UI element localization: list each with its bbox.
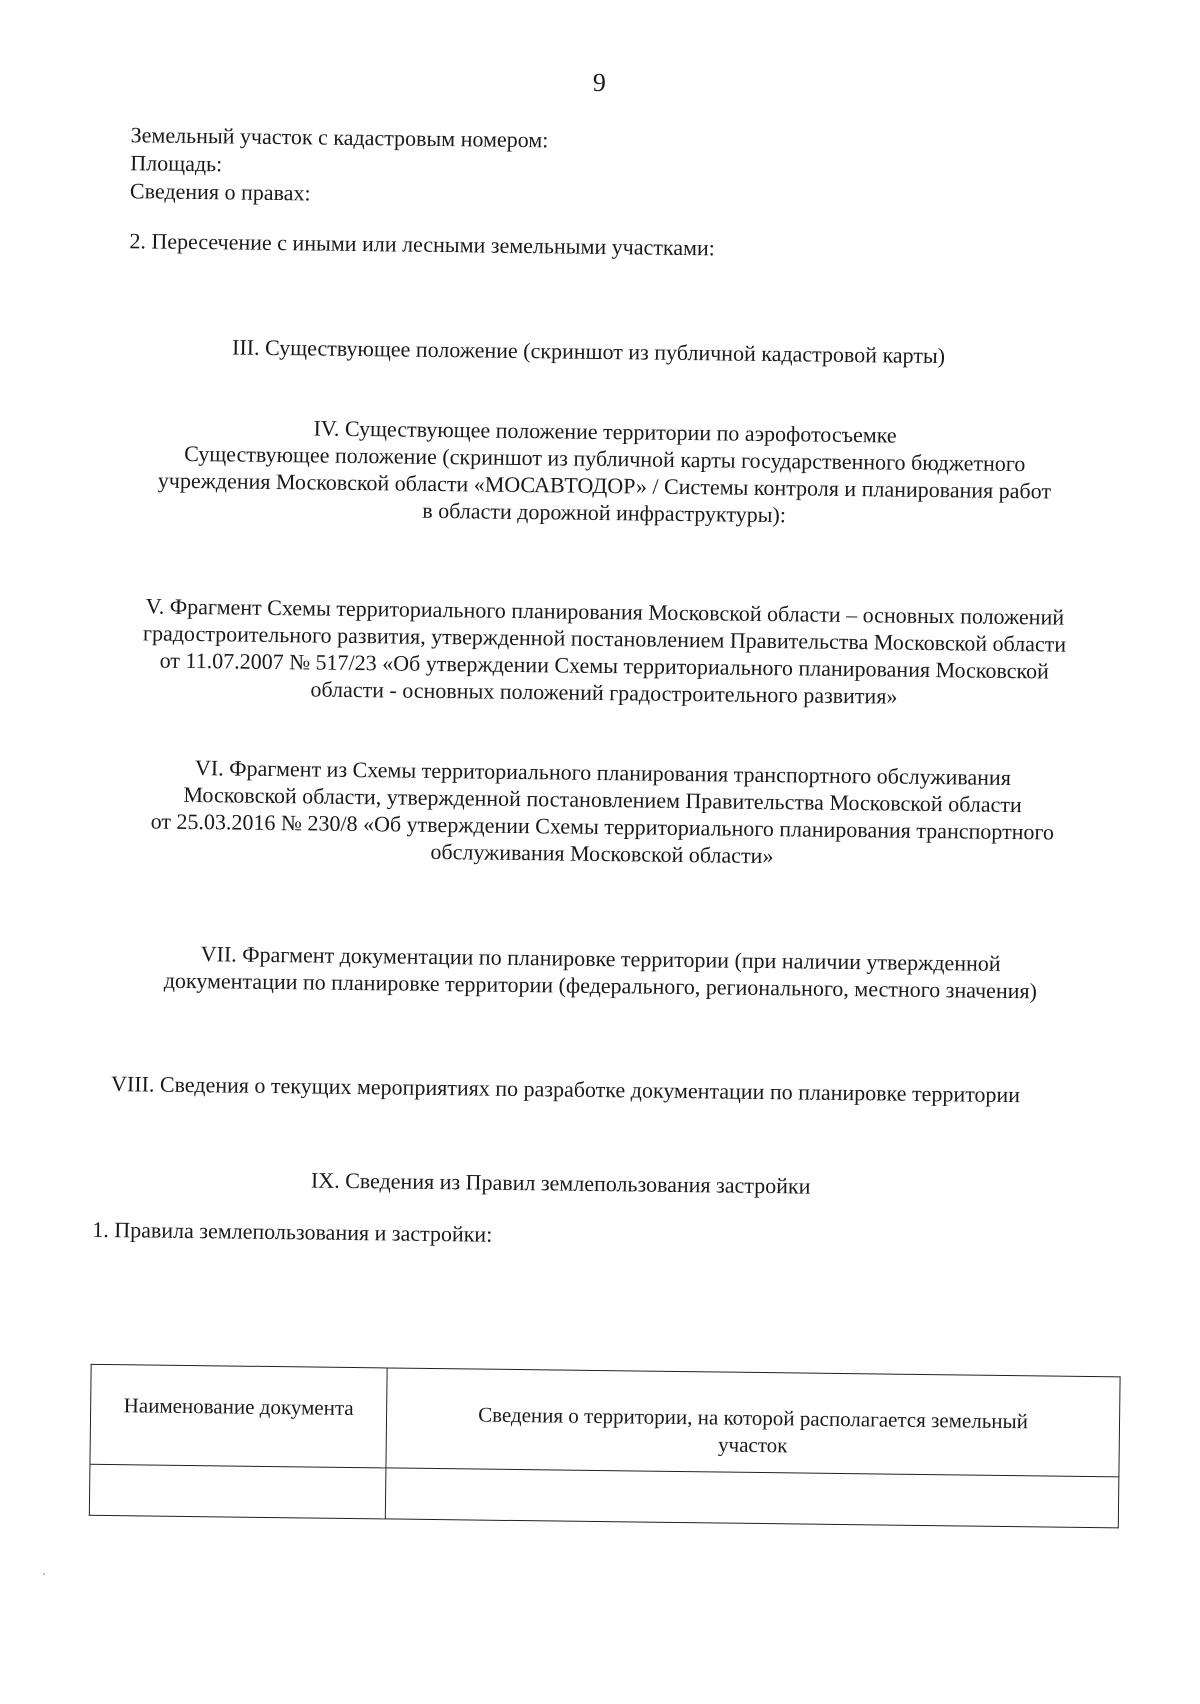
table-header-document-name: Наименование документа [90,1364,387,1468]
table-header-territory-info [386,1368,1120,1477]
section-8-heading: VIII. Сведения о текущих мероприятиях по разработке документации по планировке территории [110,1071,1021,1108]
table-header-row [90,1364,1120,1477]
rules-table [89,1364,1121,1529]
section-4-line-3: учреждения Московской области «МОСАВТОДОР» / Системы контроля и планирования работ [157,467,1052,504]
section-4-line-2: Существующее положение (скриншот из публичной карты государственного бюджетного [184,440,1026,477]
section-4-heading: IV. Существующее положение территории по аэрофотосъемке [313,415,897,448]
section-6-line-2: Московской области, утвержденной постановлением Правительства Московской области [183,781,1022,818]
table-cell-empty [89,1464,386,1519]
section-9-heading: IX. Сведения из Правил землепользования застройки [310,1167,811,1199]
section-7-line-2: документации по планировке территории (федерального, регионального, местного значения) [163,967,1038,1004]
table-cell-empty [385,1468,1119,1528]
cadastral-number-label: Земельный участок с кадастровым номером: [130,122,549,153]
section-5-line-3: от 11.07.2007 № 517/23 «Об утверждении Схемы территориального планирования Московской [159,647,1049,684]
section-5-line-2: градостроительного развития, утвержденной постановлением Правительства Московской области [142,620,1067,657]
rights-label: Сведения о правах: [129,178,311,206]
intersection-label: 2. Пересечение с иными или лесными земельными участками: [129,228,716,261]
rules-label: 1. Правила землепользования и застройки: [92,1216,493,1247]
section-6-line-4: обслуживания Московской области» [430,838,774,869]
table-header-territory-info-line-1: Сведения о территории, на которой располагается земельный [478,1402,1029,1434]
section-4-line-4: в области дорожной инфраструктуры): [422,497,787,528]
section-6-heading: VI. Фрагмент из Схемы территориального планирования транспортного обслуживания [194,755,1012,791]
section-5-heading: V. Фрагмент Схемы территориального планирования Московской области – основных положений [145,593,1065,630]
section-6-line-3: от 25.03.2016 № 230/8 «Об утверждении Схемы территориального планирования транспортного [150,808,1055,845]
area-label: Площадь: [130,150,223,177]
scan-speck [43,1573,45,1575]
section-3-heading: III. Существующее положение (скриншот из публичной кадастровой карты) [231,334,946,369]
section-7-heading: VII. Фрагмент документации по планировке территории (при наличии утвержденной [200,941,1001,976]
page-number: 9 [592,67,607,98]
table-header-territory-info-line-2: участок [717,1432,788,1458]
section-5-line-4: области - основных положений градостроительного развития» [310,676,898,709]
